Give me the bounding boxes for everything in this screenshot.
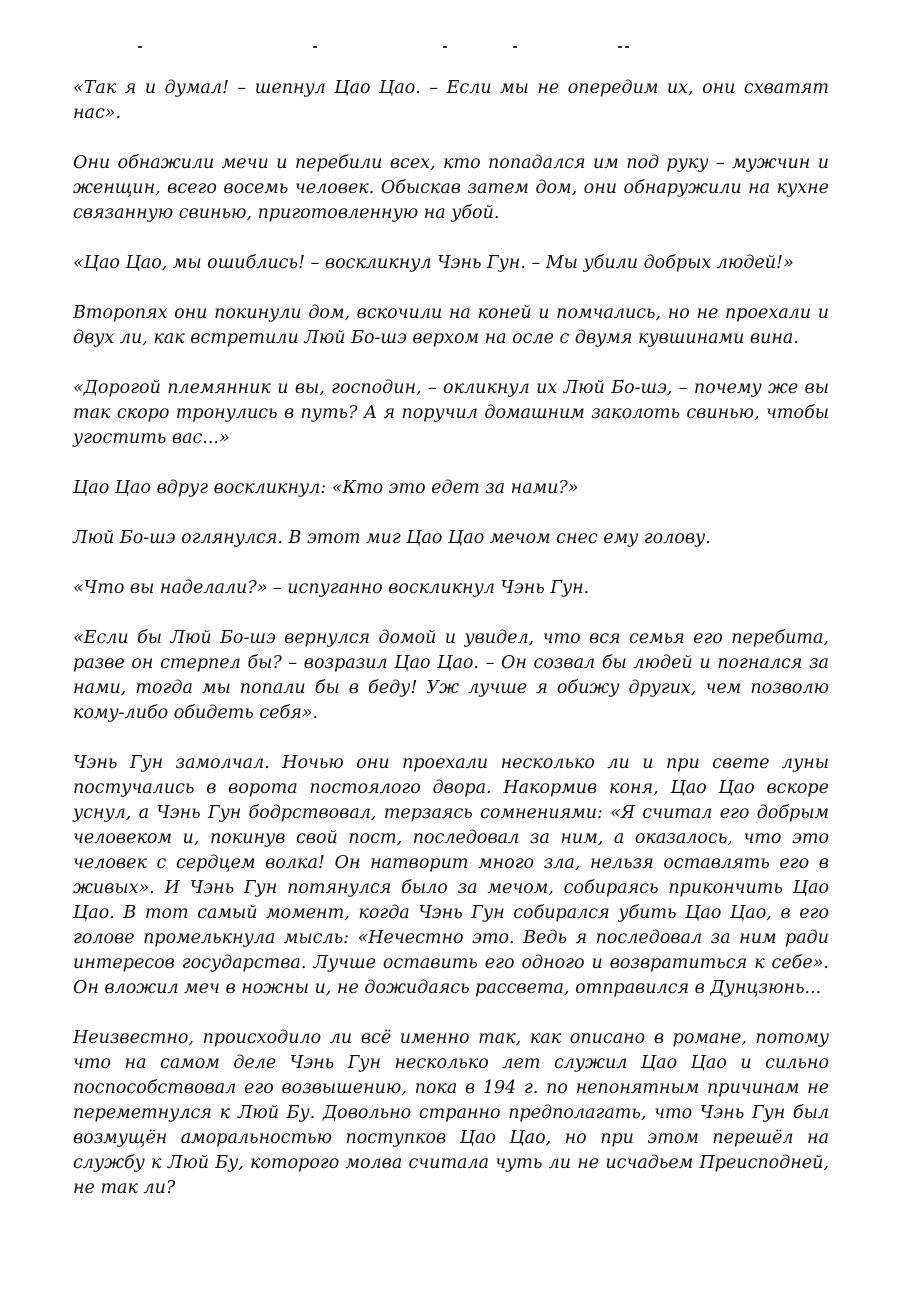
paragraph: Цао Цао вдруг воскликнул: «Кто это едет за нами?» (73, 478, 579, 498)
paragraph: «Так я и думал! – шепнул Цао Цао. – Если мы не опередим их, они схватят нас». (73, 78, 829, 123)
paragraph: «Что вы наделали?» – испуганно воскликнул Чэнь Гун. (73, 578, 590, 598)
paragraph: Неизвестно, происходило ли всё именно так, как описано в романе, потому что на самом деле Чэнь Гун несколько лет служил Цао Цао и сильно поспособствовал его возвышению, пока в 194 г. по непонятным причинам не переметнулся к Люй Бу. Довольно странно предполагать, что Чэнь Гун был возмущён аморальностью поступков Цао Цао, но при этом перешёл на службу к Люй Бу, которого молва считала чуть ли не исчадьем Преисподней, не так ли? (73, 1028, 829, 1198)
document-body (73, 76, 829, 1226)
paragraph: Люй Бо-шэ оглянулся. В этот миг Цао Цао мечом снес ему голову. (73, 528, 711, 548)
paragraph: Второпях они покинули дом, вскочили на коней и помчались, но не проехали и двух ли, как встретили Люй Бо-шэ верхом на осле с двумя кувшинами вина. (73, 303, 829, 348)
paragraph: Они обнажили мечи и перебили всех, кто попадался им под руку – мужчин и женщин, всего восемь человек. Обыскав затем дом, они обнаружили на кухне связанную свинью, приготовленную на убой. (73, 153, 829, 223)
paragraph: «Цао Цао, мы ошиблись! – воскликнул Чэнь Гун. – Мы убили добрых людей!» (73, 253, 794, 273)
paragraph: «Если бы Люй Бо-шэ вернулся домой и увидел, что вся семья его перебита, разве он стерпел бы? – возразил Цао Цао. – Он созвал бы людей и погнался за нами, тогда мы попали бы в беду! Уж лучше я обижу других, чем позволю кому-либо обидеть себя». (73, 628, 829, 723)
paragraph: «Дорогой племянник и вы, господин, – окликнул их Люй Бо-шэ, – почему же вы так скоро тронулись в путь? А я поручил домашним заколоть свинью, чтобы угостить вас...» (73, 378, 829, 448)
cut-off-previous-line (73, 44, 829, 52)
paragraph: Чэнь Гун замолчал. Ночью они проехали несколько ли и при свете луны постучались в ворота постоялого двора. Накормив коня, Цао Цао вскоре уснул, а Чэнь Гун бодрствовал, терзаясь сомнениями: «Я считал его добрым человеком и, покинув свой пост, последовал за ним, а оказалось, что это человек с сердцем волка! Он натворит много зла, нельзя оставлять его в живых». И Чэнь Гун потянулся было за мечом, собираясь прикончить Цао Цао. В тот самый момент, когда Чэнь Гун собирался убить Цао Цао, в его голове промелькнула мысль: «Нечестно это. Ведь я последовал за ним ради интересов государства. Лучше оставить его одного и возвратиться к себе». Он вложил меч в ножны и, не дожидаясь рассвета, отправился в Дунцзюнь... (73, 753, 829, 998)
